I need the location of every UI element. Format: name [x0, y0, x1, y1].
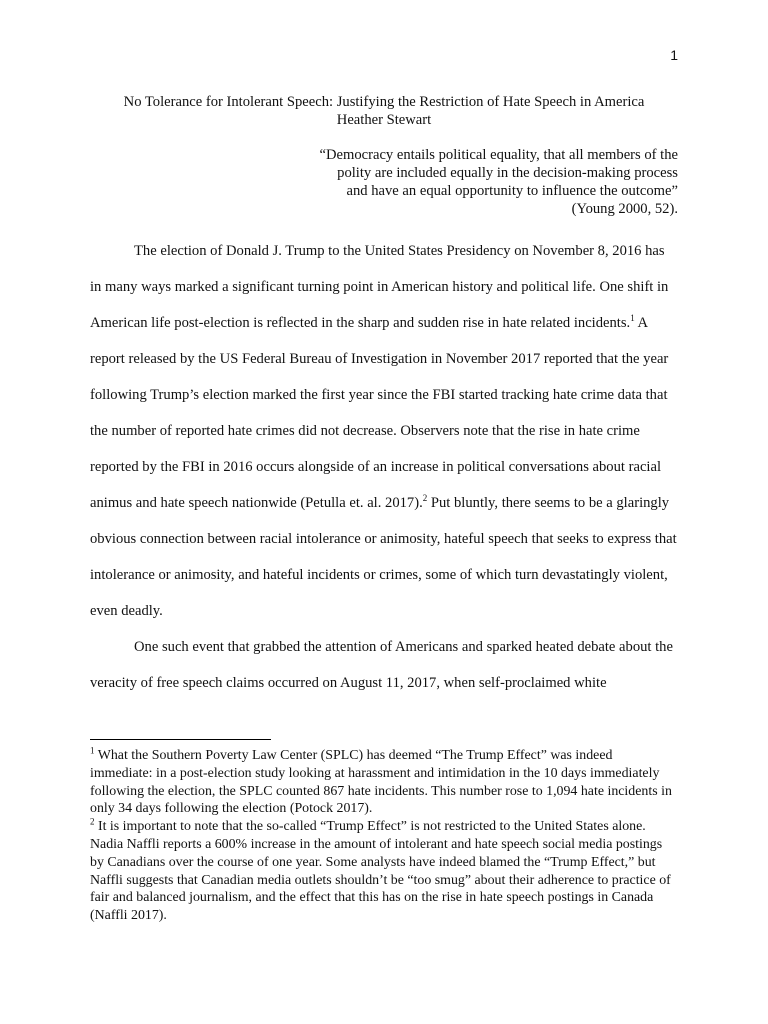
epigraph-quote: “Democracy entails political equality, that all members of the polity are included equally in the decision-making process and have an equal opportunity to influence the outcome” (Young 2000, 52).: [319, 147, 678, 217]
body-paragraph: [90, 233, 678, 629]
paragraph-text: Put bluntly, there seems to be a glaringly obvious connection between racial intolerance or animosity, hateful speech that seeks to express that intolerance or animosity, and hateful incidents or crimes, some of which turn devastatingly violent, even deadly.: [90, 495, 677, 619]
paragraph-text: The election of Donald J. Trump to the United States Presidency on November 8, 2016 has in many ways marked a significant turning point in American history and political life. One shift in American life post-election is reflected in the sharp and sudden rise in hate related incidents.: [90, 243, 669, 331]
body-paragraph: One such event that grabbed the attention of Americans and sparked heated debate about the veracity of free speech claims occurred on August 11, 2017, when self-proclaimed white: [90, 639, 673, 691]
footnote-number: 1: [90, 745, 95, 756]
title-block: [90, 93, 678, 129]
footnote-divider: [90, 739, 271, 740]
footnote-text: It is important to note that the so-called “Trump Effect” is not restricted to the United States alone. Nadia Naffli reports a 600% increase in the amount of intolerant and hate speech social media postings by Canadians over the course of one year. Some analysts have indeed blamed the “Trump Effect,” but Naffli suggests that Canadian media outlets shouldn’t be “too smug” about their adherence to practice of fair and balanced journalism, and the effect that this has on the rise in hate speech postings in Canada (Naffli 2017).: [90, 819, 671, 924]
paper-title: No Tolerance for Intolerant Speech: Justifying the Restriction of Hate Speech in America: [123, 94, 645, 110]
footnote: [90, 747, 678, 818]
footnote-number: 2: [90, 816, 95, 827]
author-name: Heather Stewart: [336, 112, 432, 128]
page-number: 1: [670, 47, 678, 63]
footnotes: [90, 747, 678, 925]
footnote: [90, 818, 678, 925]
body-text: [90, 233, 678, 701]
paragraph-text: A report released by the US Federal Bureau of Investigation in November 2017 reported that the year following Trump’s election marked the first year since the FBI started tracking hate crime data that the number of reported hate crimes did not decrease. Observers note that the rise in hate crime reported by the FBI in 2016 occurs alongside of an increase in political conversations about racial animus and hate speech nationwide (Petulla et. al. 2017).: [90, 315, 669, 511]
footnote-marker: 1: [630, 313, 635, 324]
footnote-text: What the Southern Poverty Law Center (SPLC) has deemed “The Trump Effect” was indeed immediate: in a post-election study looking at harassment and intimidation in the 10 days immediately following the election, the SPLC counted 867 hate incidents. This number rose to 1,094 hate incidents in only 34 days following the election (Potock 2017).: [90, 748, 672, 817]
footnote-marker: 2: [422, 493, 428, 504]
